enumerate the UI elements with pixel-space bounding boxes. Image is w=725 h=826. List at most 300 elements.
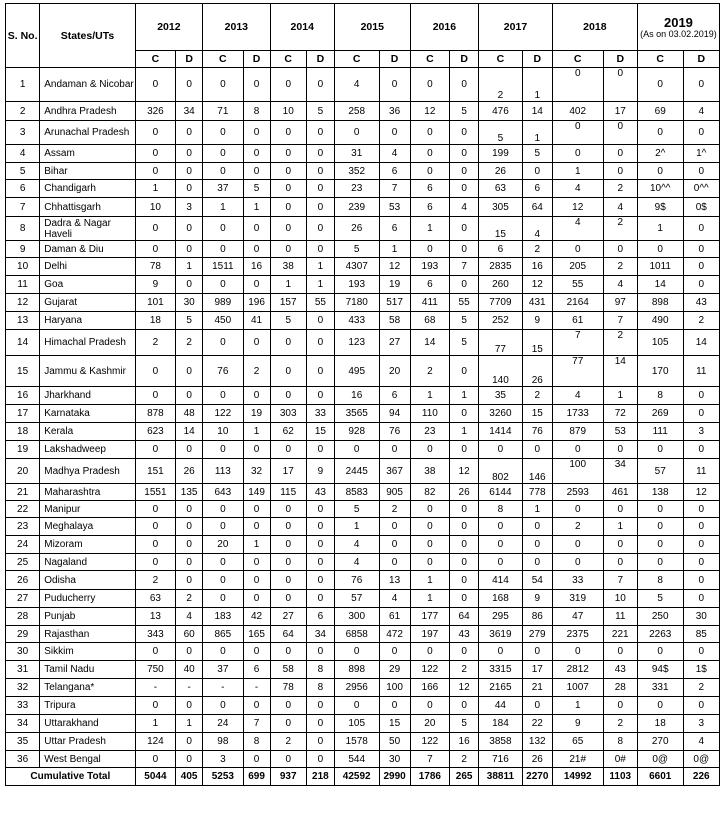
cell-2014-c: 0 <box>270 554 306 571</box>
row-sno: 14 <box>6 330 40 356</box>
cell-2015-c: 23 <box>334 180 379 198</box>
cell-2018-c: 77 <box>552 356 603 387</box>
total-2018-c: 14992 <box>552 768 603 786</box>
cell-2012-c: 18 <box>135 312 175 330</box>
table-row <box>6 459 720 484</box>
cell-2015-d: 94 <box>379 405 410 423</box>
cell-2013-c: 0 <box>203 590 243 608</box>
cell-2019-c: 0 <box>637 536 683 554</box>
row-sno: 16 <box>6 387 40 405</box>
cell-2018-c: 12 <box>552 198 603 217</box>
row-sno: 23 <box>6 518 40 536</box>
cell-2015-c: 0 <box>334 441 379 459</box>
cell-2014-d: 0 <box>306 198 334 217</box>
cell-2019-d: 0 <box>683 643 719 661</box>
total-2019-d: 226 <box>683 768 719 786</box>
cell-2019-c: 0 <box>637 518 683 536</box>
cell-2016-c: 0 <box>410 501 449 518</box>
table-row <box>6 697 720 715</box>
table-row <box>6 554 720 571</box>
cell-2018-d: 0 <box>603 501 637 518</box>
total-2015-c: 42592 <box>334 768 379 786</box>
cell-2014-d: 0 <box>306 121 334 145</box>
cell-2014-c: 303 <box>270 405 306 423</box>
row-state-name: Haryana <box>40 312 135 330</box>
cell-2015-d: 0 <box>379 68 410 102</box>
total-2019-c: 6601 <box>637 768 683 786</box>
cell-2016-c: 177 <box>410 608 449 626</box>
row-sno: 28 <box>6 608 40 626</box>
cell-2012-c: 9 <box>135 276 175 294</box>
cell-2018-c: 21# <box>552 751 603 768</box>
cell-2017-c: 2835 <box>479 258 523 276</box>
cell-2014-d: 55 <box>306 294 334 312</box>
cell-2019-c: 94$ <box>637 661 683 679</box>
cell-2016-d: 0 <box>450 68 479 102</box>
cell-2014-c: 0 <box>270 356 306 387</box>
cell-2015-d: 0 <box>379 554 410 571</box>
cell-2017-c: 35 <box>479 387 523 405</box>
cell-2017-c: 44 <box>479 697 523 715</box>
cell-2015-d: 76 <box>379 423 410 441</box>
cell-2018-c: 0 <box>552 643 603 661</box>
cell-2018-c: 2 <box>552 518 603 536</box>
cell-2018-c: 1733 <box>552 405 603 423</box>
cell-2019-d: 0 <box>683 121 719 145</box>
year-2019-note: (As on 03.02.2019) <box>640 28 717 39</box>
cell-2013-c: 183 <box>203 608 243 626</box>
year-header-2017: 2017 <box>479 4 553 51</box>
cell-2012-d: 0 <box>176 751 203 768</box>
cell-2019-d: 0 <box>683 276 719 294</box>
col-header-c-2012: C <box>135 51 175 68</box>
cell-2015-c: 0 <box>334 121 379 145</box>
cell-2014-d: 0 <box>306 643 334 661</box>
row-sno: 4 <box>6 145 40 163</box>
cell-2014-d: 8 <box>306 679 334 697</box>
year-header-2015: 2015 <box>334 4 410 51</box>
cell-2014-d: 43 <box>306 484 334 501</box>
cell-2018-d: 1 <box>603 518 637 536</box>
cell-2015-d: 0 <box>379 441 410 459</box>
table-row <box>6 423 720 441</box>
cell-2019-c: 0 <box>637 121 683 145</box>
cell-2016-c: 38 <box>410 459 449 484</box>
cell-2012-d: 0 <box>176 241 203 258</box>
row-state-name: Goa <box>40 276 135 294</box>
cell-2016-c: 1 <box>410 387 449 405</box>
cell-2016-c: 0 <box>410 643 449 661</box>
row-state-name: Maharashtra <box>40 484 135 501</box>
cell-2015-d: 30 <box>379 751 410 768</box>
table-row <box>6 198 720 217</box>
table-row <box>6 145 720 163</box>
cell-2017-d: 778 <box>522 484 552 501</box>
cell-2018-d: 14 <box>603 356 637 387</box>
total-2017-c: 38811 <box>479 768 523 786</box>
cell-2017-c: 0 <box>479 518 523 536</box>
cell-2018-c: 0 <box>552 554 603 571</box>
cell-2012-d: 0 <box>176 145 203 163</box>
cell-2014-d: 0 <box>306 312 334 330</box>
cell-2018-d: 43 <box>603 661 637 679</box>
cell-2012-d: 3 <box>176 198 203 217</box>
row-sno: 18 <box>6 423 40 441</box>
cell-2019-c: 0@ <box>637 751 683 768</box>
cell-2016-d: 5 <box>450 715 479 733</box>
cell-2014-c: 0 <box>270 241 306 258</box>
cell-2018-c: 879 <box>552 423 603 441</box>
cell-2017-d: 2 <box>522 387 552 405</box>
cell-2014-c: 157 <box>270 294 306 312</box>
cell-2019-c: 331 <box>637 679 683 697</box>
cell-2019-d: 0 <box>683 68 719 102</box>
row-state-name: Chandigarh <box>40 180 135 198</box>
cell-2014-c: 17 <box>270 459 306 484</box>
row-state-name: Andhra Pradesh <box>40 102 135 121</box>
table-row <box>6 536 720 554</box>
cell-2014-d: 0 <box>306 180 334 198</box>
table-row <box>6 661 720 679</box>
cell-2013-d: 0 <box>243 518 270 536</box>
row-state-name: Sikkim <box>40 643 135 661</box>
cell-2012-c: 151 <box>135 459 175 484</box>
cell-2012-c: 1551 <box>135 484 175 501</box>
cell-2019-c: 8 <box>637 387 683 405</box>
cell-2014-d: 0 <box>306 536 334 554</box>
table-row <box>6 312 720 330</box>
cell-2012-d: 0 <box>176 121 203 145</box>
cell-2018-c: 9 <box>552 715 603 733</box>
cell-2015-c: 7180 <box>334 294 379 312</box>
cell-2012-d: 1 <box>176 258 203 276</box>
cell-2013-d: 0 <box>243 501 270 518</box>
row-sno: 5 <box>6 163 40 180</box>
row-sno: 8 <box>6 217 40 241</box>
cell-2013-d: 0 <box>243 554 270 571</box>
cell-2012-d: 14 <box>176 423 203 441</box>
cell-2017-d: 54 <box>522 571 552 590</box>
cell-2017-c: 168 <box>479 590 523 608</box>
cell-2014-d: 0 <box>306 330 334 356</box>
row-state-name: Punjab <box>40 608 135 626</box>
cell-2018-d: 34 <box>603 459 637 484</box>
row-state-name: Assam <box>40 145 135 163</box>
cell-2012-d: 0 <box>176 501 203 518</box>
cell-2016-d: 0 <box>450 163 479 180</box>
cell-2013-c: 0 <box>203 121 243 145</box>
cell-2013-d: 8 <box>243 102 270 121</box>
cell-2017-d: 0 <box>522 518 552 536</box>
cell-2015-c: 352 <box>334 163 379 180</box>
cell-2012-c: 13 <box>135 608 175 626</box>
cell-2018-c: 319 <box>552 590 603 608</box>
cell-2012-c: 0 <box>135 441 175 459</box>
cell-2013-d: 0 <box>243 643 270 661</box>
cell-2016-d: 12 <box>450 679 479 697</box>
cell-2019-d: 0$ <box>683 198 719 217</box>
cell-2015-c: 4 <box>334 554 379 571</box>
cell-2012-c: 1 <box>135 715 175 733</box>
cell-2018-d: 72 <box>603 405 637 423</box>
cell-2018-d: 2 <box>603 217 637 241</box>
cell-2015-c: 4 <box>334 536 379 554</box>
cell-2015-c: 239 <box>334 198 379 217</box>
cell-2015-d: 0 <box>379 536 410 554</box>
cell-2019-d: 3 <box>683 715 719 733</box>
cell-2017-c: 199 <box>479 145 523 163</box>
cell-2015-d: 15 <box>379 715 410 733</box>
cell-2017-c: 6 <box>479 241 523 258</box>
cell-2017-d: 14 <box>522 102 552 121</box>
cell-2015-c: 123 <box>334 330 379 356</box>
cell-2013-c: 1511 <box>203 258 243 276</box>
row-sno: 9 <box>6 241 40 258</box>
total-2017-d: 2270 <box>522 768 552 786</box>
cell-2014-c: 0 <box>270 536 306 554</box>
row-state-name: Uttarakhand <box>40 715 135 733</box>
cell-2015-d: 905 <box>379 484 410 501</box>
cell-2012-d: 0 <box>176 697 203 715</box>
cell-2012-c: - <box>135 679 175 697</box>
cell-2016-d: 0 <box>450 356 479 387</box>
row-sno: 7 <box>6 198 40 217</box>
cell-2017-d: 132 <box>522 733 552 751</box>
cell-2018-d: 0 <box>603 536 637 554</box>
cell-2014-c: 0 <box>270 501 306 518</box>
cell-2019-c: 170 <box>637 356 683 387</box>
cell-2013-d: 0 <box>243 590 270 608</box>
cell-2013-d: 1 <box>243 423 270 441</box>
cell-2016-d: 0 <box>450 536 479 554</box>
cell-2015-c: 31 <box>334 145 379 163</box>
cell-2014-d: 0 <box>306 241 334 258</box>
row-state-name: Odisha <box>40 571 135 590</box>
cell-2013-c: 37 <box>203 661 243 679</box>
cell-2015-d: 6 <box>379 387 410 405</box>
cell-2017-d: 15 <box>522 330 552 356</box>
cell-2014-c: 27 <box>270 608 306 626</box>
cell-2012-c: 78 <box>135 258 175 276</box>
cell-2017-c: 260 <box>479 276 523 294</box>
table-row <box>6 68 720 102</box>
cell-2017-c: 802 <box>479 459 523 484</box>
cell-2017-c: 3858 <box>479 733 523 751</box>
table-row <box>6 276 720 294</box>
cell-2016-d: 26 <box>450 484 479 501</box>
cell-2012-d: 0 <box>176 68 203 102</box>
table-row <box>6 626 720 643</box>
cell-2012-c: 0 <box>135 554 175 571</box>
cell-2019-d: 0 <box>683 697 719 715</box>
cell-2017-d: 17 <box>522 661 552 679</box>
cell-2016-d: 16 <box>450 733 479 751</box>
cell-2012-c: 0 <box>135 697 175 715</box>
col-header-d-2012: D <box>176 51 203 68</box>
cell-2016-d: 1 <box>450 387 479 405</box>
cell-2013-d: 6 <box>243 661 270 679</box>
row-sno: 15 <box>6 356 40 387</box>
state-cases-table-container <box>5 3 720 786</box>
cell-2017-c: 476 <box>479 102 523 121</box>
cell-2018-d: 0 <box>603 241 637 258</box>
cell-2019-c: 0 <box>637 643 683 661</box>
cell-2017-d: 279 <box>522 626 552 643</box>
cell-2016-d: 4 <box>450 198 479 217</box>
cell-2017-d: 9 <box>522 590 552 608</box>
cell-2017-c: 140 <box>479 356 523 387</box>
cell-2019-d: 1^ <box>683 145 719 163</box>
cell-2016-c: 1 <box>410 590 449 608</box>
col-header-c-2019: C <box>637 51 683 68</box>
cell-2015-c: 105 <box>334 715 379 733</box>
row-state-name: Karnataka <box>40 405 135 423</box>
cell-2019-d: 4 <box>683 102 719 121</box>
cell-2014-c: 58 <box>270 661 306 679</box>
row-sno: 20 <box>6 459 40 484</box>
table-row <box>6 484 720 501</box>
cell-2015-d: 27 <box>379 330 410 356</box>
cell-2013-c: 0 <box>203 276 243 294</box>
cell-2015-c: 3565 <box>334 405 379 423</box>
cell-2014-c: 0 <box>270 751 306 768</box>
cell-2019-c: 0 <box>637 68 683 102</box>
cell-2019-d: 0 <box>683 241 719 258</box>
table-row <box>6 571 720 590</box>
cell-2012-c: 0 <box>135 643 175 661</box>
cell-2014-c: 78 <box>270 679 306 697</box>
cell-2019-c: 10^^ <box>637 180 683 198</box>
table-row <box>6 294 720 312</box>
cell-2013-d: 165 <box>243 626 270 643</box>
col-header-d-2014: D <box>306 51 334 68</box>
cell-2013-c: 0 <box>203 554 243 571</box>
cell-2017-d: 0 <box>522 643 552 661</box>
cell-2012-d: 0 <box>176 356 203 387</box>
cell-2013-d: 0 <box>243 330 270 356</box>
row-sno: 33 <box>6 697 40 715</box>
cell-2018-d: 0# <box>603 751 637 768</box>
row-state-name: Rajasthan <box>40 626 135 643</box>
cell-2017-d: 76 <box>522 423 552 441</box>
table-row <box>6 518 720 536</box>
cell-2016-d: 64 <box>450 608 479 626</box>
cell-2019-c: 490 <box>637 312 683 330</box>
cell-2014-c: 0 <box>270 441 306 459</box>
cell-2019-d: 0^^ <box>683 180 719 198</box>
cell-2017-c: 1414 <box>479 423 523 441</box>
cell-2014-c: 0 <box>270 387 306 405</box>
cell-2013-c: 1 <box>203 198 243 217</box>
cell-2017-c: 8 <box>479 501 523 518</box>
row-sno: 17 <box>6 405 40 423</box>
total-row <box>6 768 720 786</box>
cell-2016-d: 0 <box>450 441 479 459</box>
cell-2012-c: 0 <box>135 217 175 241</box>
cell-2019-c: 0 <box>637 163 683 180</box>
cell-2016-d: 0 <box>450 697 479 715</box>
cell-2014-d: 0 <box>306 715 334 733</box>
cell-2019-d: 0@ <box>683 751 719 768</box>
cell-2016-c: 20 <box>410 715 449 733</box>
cell-2017-d: 86 <box>522 608 552 626</box>
cell-2014-d: 0 <box>306 590 334 608</box>
cell-2018-d: 461 <box>603 484 637 501</box>
cell-2017-d: 431 <box>522 294 552 312</box>
table-row <box>6 121 720 145</box>
cell-2019-c: 18 <box>637 715 683 733</box>
cell-2012-d: 0 <box>176 554 203 571</box>
year-header-2014: 2014 <box>270 4 334 51</box>
cell-2012-d: 0 <box>176 276 203 294</box>
cell-2015-d: 472 <box>379 626 410 643</box>
cell-2018-c: 2593 <box>552 484 603 501</box>
cell-2012-d: 26 <box>176 459 203 484</box>
total-2013-c: 5253 <box>203 768 243 786</box>
cell-2016-c: 0 <box>410 518 449 536</box>
cell-2015-d: 0 <box>379 643 410 661</box>
cell-2018-c: 55 <box>552 276 603 294</box>
cell-2013-d: 42 <box>243 608 270 626</box>
cell-2013-d: 19 <box>243 405 270 423</box>
row-state-name: Daman & Diu <box>40 241 135 258</box>
cell-2019-c: 9$ <box>637 198 683 217</box>
cell-2015-c: 26 <box>334 217 379 241</box>
cell-2015-d: 50 <box>379 733 410 751</box>
row-state-name: Puducherry <box>40 590 135 608</box>
row-state-name: Tripura <box>40 697 135 715</box>
cell-2013-c: 643 <box>203 484 243 501</box>
cell-2016-d: 5 <box>450 102 479 121</box>
row-state-name: Dadra & Nagar Haveli <box>40 217 135 241</box>
cell-2017-c: 6144 <box>479 484 523 501</box>
cell-2012-d: 0 <box>176 733 203 751</box>
cell-2014-c: 0 <box>270 180 306 198</box>
total-2014-c: 937 <box>270 768 306 786</box>
cell-2013-c: 0 <box>203 697 243 715</box>
cell-2019-c: 0 <box>637 441 683 459</box>
cell-2015-d: 1 <box>379 241 410 258</box>
row-sno: 2 <box>6 102 40 121</box>
table-row <box>6 258 720 276</box>
cell-2014-c: 0 <box>270 643 306 661</box>
cell-2015-c: 495 <box>334 356 379 387</box>
cell-2016-c: 6 <box>410 276 449 294</box>
cell-2016-d: 0 <box>450 643 479 661</box>
col-header-d-2015: D <box>379 51 410 68</box>
cell-2017-c: 184 <box>479 715 523 733</box>
cell-2015-d: 36 <box>379 102 410 121</box>
row-state-name: Manipur <box>40 501 135 518</box>
cell-2017-c: 0 <box>479 441 523 459</box>
cell-2015-d: 4 <box>379 145 410 163</box>
cell-2017-d: 15 <box>522 405 552 423</box>
cell-2012-c: 750 <box>135 661 175 679</box>
cell-2018-c: 2164 <box>552 294 603 312</box>
cell-2017-d: 21 <box>522 679 552 697</box>
table-row <box>6 590 720 608</box>
cell-2014-d: 9 <box>306 459 334 484</box>
cell-2019-d: 0 <box>683 571 719 590</box>
cell-2013-c: 0 <box>203 330 243 356</box>
cell-2013-c: 989 <box>203 294 243 312</box>
cell-2018-d: 28 <box>603 679 637 697</box>
cell-2012-d: 0 <box>176 571 203 590</box>
cell-2013-c: 0 <box>203 643 243 661</box>
cell-2014-d: 34 <box>306 626 334 643</box>
cell-2015-c: 4307 <box>334 258 379 276</box>
table-row <box>6 643 720 661</box>
